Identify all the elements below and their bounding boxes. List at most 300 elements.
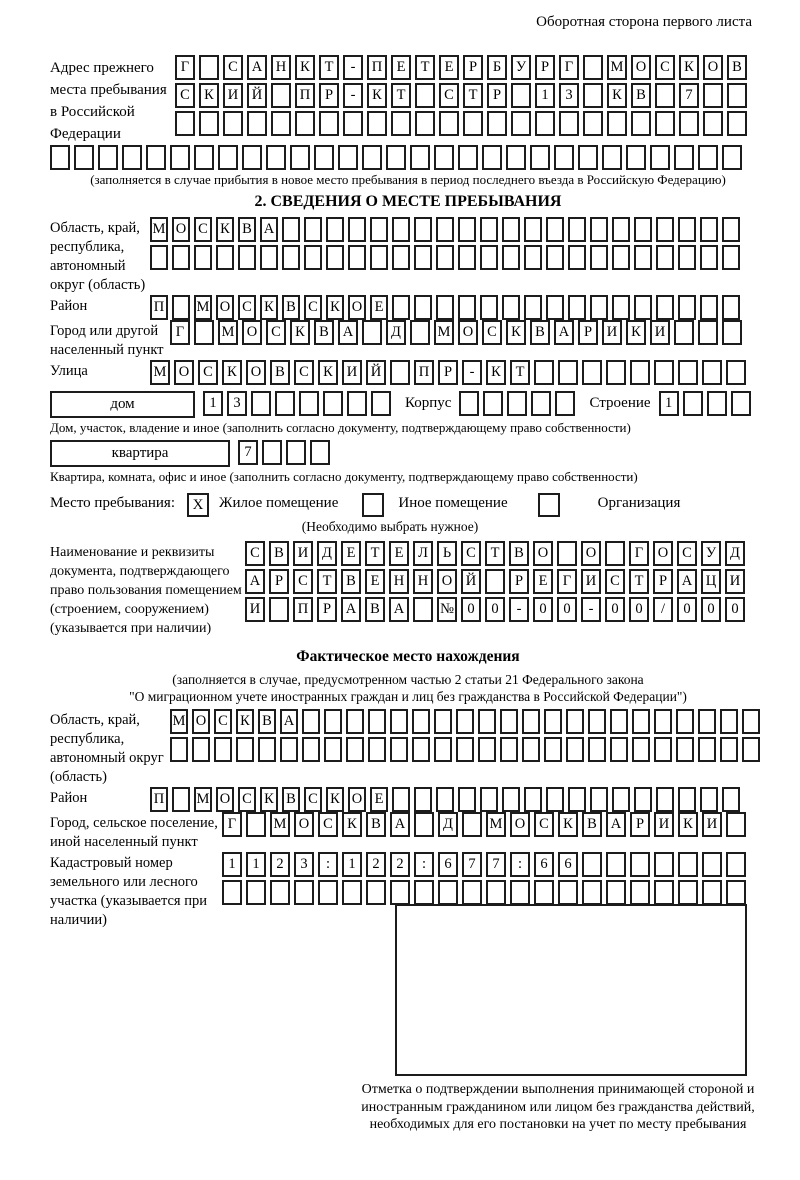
char-cell[interactable]: В bbox=[238, 217, 256, 242]
char-cell[interactable] bbox=[74, 145, 94, 170]
char-cell[interactable]: Д bbox=[725, 541, 745, 566]
char-cell[interactable]: 6 bbox=[534, 852, 554, 877]
char-cell[interactable] bbox=[368, 737, 386, 762]
char-cell[interactable]: А bbox=[677, 569, 697, 594]
char-cell[interactable]: 7 bbox=[486, 852, 506, 877]
char-cell[interactable] bbox=[370, 245, 388, 270]
char-cell[interactable]: 0 bbox=[485, 597, 505, 622]
char-cell[interactable] bbox=[434, 737, 452, 762]
char-cell[interactable]: С bbox=[482, 320, 502, 345]
char-cell[interactable] bbox=[368, 709, 386, 734]
char-cell[interactable]: С bbox=[214, 709, 232, 734]
char-cell[interactable] bbox=[726, 880, 746, 905]
char-cell[interactable] bbox=[458, 295, 476, 320]
char-cell[interactable]: В bbox=[727, 55, 747, 80]
char-cell[interactable] bbox=[458, 245, 476, 270]
char-cell[interactable]: С bbox=[294, 360, 314, 385]
char-cell[interactable]: 0 bbox=[725, 597, 745, 622]
char-cell[interactable] bbox=[414, 245, 432, 270]
char-cell[interactable] bbox=[654, 880, 674, 905]
char-cell[interactable] bbox=[742, 709, 760, 734]
char-cell[interactable]: Е bbox=[370, 787, 388, 812]
char-cell[interactable] bbox=[534, 880, 554, 905]
char-cell[interactable]: Т bbox=[510, 360, 530, 385]
char-cell[interactable] bbox=[170, 737, 188, 762]
char-cell[interactable]: Е bbox=[533, 569, 553, 594]
char-cell[interactable] bbox=[654, 852, 674, 877]
char-cell[interactable] bbox=[324, 737, 342, 762]
char-cell[interactable]: М bbox=[194, 787, 212, 812]
char-cell[interactable]: В bbox=[270, 360, 290, 385]
char-cell[interactable]: А bbox=[280, 709, 298, 734]
char-cell[interactable] bbox=[366, 880, 386, 905]
char-cell[interactable] bbox=[678, 852, 698, 877]
char-cell[interactable] bbox=[568, 295, 586, 320]
char-cell[interactable] bbox=[414, 787, 432, 812]
char-cell[interactable]: 6 bbox=[558, 852, 578, 877]
char-cell[interactable]: 0 bbox=[605, 597, 625, 622]
char-cell[interactable]: Д bbox=[386, 320, 406, 345]
char-cell[interactable] bbox=[463, 111, 483, 136]
char-cell[interactable] bbox=[634, 295, 652, 320]
char-cell[interactable] bbox=[511, 111, 531, 136]
char-cell[interactable]: И bbox=[245, 597, 265, 622]
char-cell[interactable] bbox=[414, 812, 434, 837]
char-cell[interactable] bbox=[458, 217, 476, 242]
char-cell[interactable]: В bbox=[269, 541, 289, 566]
char-cell[interactable]: О bbox=[348, 787, 366, 812]
char-cell[interactable]: О bbox=[458, 320, 478, 345]
char-cell[interactable]: С bbox=[318, 812, 338, 837]
char-cell[interactable] bbox=[568, 245, 586, 270]
char-cell[interactable] bbox=[612, 295, 630, 320]
char-cell[interactable] bbox=[199, 111, 219, 136]
char-cell[interactable] bbox=[726, 852, 746, 877]
char-cell[interactable]: 7 bbox=[679, 83, 699, 108]
char-cell[interactable]: Е bbox=[439, 55, 459, 80]
char-cell[interactable] bbox=[607, 111, 627, 136]
char-cell[interactable]: 0 bbox=[533, 597, 553, 622]
char-cell[interactable]: И bbox=[581, 569, 601, 594]
char-cell[interactable]: С bbox=[293, 569, 313, 594]
char-cell[interactable] bbox=[326, 245, 344, 270]
char-cell[interactable] bbox=[194, 320, 214, 345]
char-cell[interactable]: М bbox=[150, 360, 170, 385]
char-cell[interactable] bbox=[343, 111, 363, 136]
char-cell[interactable] bbox=[700, 245, 718, 270]
char-cell[interactable] bbox=[458, 145, 478, 170]
char-cell[interactable] bbox=[522, 709, 540, 734]
char-cell[interactable] bbox=[534, 360, 554, 385]
char-cell[interactable]: : bbox=[318, 852, 338, 877]
char-cell[interactable] bbox=[262, 440, 282, 465]
char-cell[interactable]: О bbox=[294, 812, 314, 837]
char-cell[interactable] bbox=[656, 787, 674, 812]
char-cell[interactable] bbox=[683, 391, 703, 416]
char-cell[interactable] bbox=[602, 145, 622, 170]
char-cell[interactable]: Г bbox=[629, 541, 649, 566]
char-cell[interactable] bbox=[634, 217, 652, 242]
char-cell[interactable] bbox=[700, 787, 718, 812]
char-cell[interactable]: В bbox=[530, 320, 550, 345]
char-cell[interactable] bbox=[216, 245, 234, 270]
char-cell[interactable]: К bbox=[326, 787, 344, 812]
char-cell[interactable]: У bbox=[511, 55, 531, 80]
char-cell[interactable] bbox=[480, 217, 498, 242]
char-cell[interactable] bbox=[631, 111, 651, 136]
char-cell[interactable] bbox=[348, 217, 366, 242]
char-cell[interactable]: Е bbox=[365, 569, 385, 594]
char-cell[interactable] bbox=[390, 737, 408, 762]
char-cell[interactable] bbox=[269, 597, 289, 622]
char-cell[interactable] bbox=[722, 217, 740, 242]
char-cell[interactable]: В bbox=[631, 83, 651, 108]
char-cell[interactable]: К bbox=[486, 360, 506, 385]
char-cell[interactable]: 1 bbox=[222, 852, 242, 877]
char-cell[interactable] bbox=[554, 145, 574, 170]
char-cell[interactable] bbox=[415, 111, 435, 136]
char-cell[interactable]: О bbox=[216, 295, 234, 320]
char-cell[interactable]: - bbox=[581, 597, 601, 622]
char-cell[interactable] bbox=[650, 145, 670, 170]
char-cell[interactable] bbox=[558, 360, 578, 385]
char-cell[interactable]: Р bbox=[463, 55, 483, 80]
char-cell[interactable]: К bbox=[199, 83, 219, 108]
char-cell[interactable]: 3 bbox=[559, 83, 579, 108]
char-cell[interactable] bbox=[678, 217, 696, 242]
char-cell[interactable]: - bbox=[343, 83, 363, 108]
char-cell[interactable] bbox=[634, 245, 652, 270]
char-cell[interactable]: О bbox=[174, 360, 194, 385]
char-cell[interactable] bbox=[726, 812, 746, 837]
char-cell[interactable]: Н bbox=[271, 55, 291, 80]
char-cell[interactable]: А bbox=[341, 597, 361, 622]
char-cell[interactable] bbox=[323, 391, 343, 416]
char-cell[interactable]: 3 bbox=[294, 852, 314, 877]
char-cell[interactable]: В bbox=[258, 709, 276, 734]
char-cell[interactable] bbox=[236, 737, 254, 762]
char-cell[interactable] bbox=[434, 709, 452, 734]
char-cell[interactable]: В bbox=[365, 597, 385, 622]
char-cell[interactable] bbox=[304, 217, 322, 242]
char-cell[interactable]: А bbox=[245, 569, 265, 594]
char-cell[interactable] bbox=[390, 360, 410, 385]
char-cell[interactable] bbox=[371, 391, 391, 416]
char-cell[interactable]: О bbox=[216, 787, 234, 812]
char-cell[interactable]: О bbox=[242, 320, 262, 345]
char-cell[interactable]: Ц bbox=[701, 569, 721, 594]
char-cell[interactable] bbox=[510, 880, 530, 905]
char-cell[interactable]: Р bbox=[509, 569, 529, 594]
char-cell[interactable]: 2 bbox=[366, 852, 386, 877]
char-cell[interactable]: Р bbox=[535, 55, 555, 80]
char-cell[interactable]: Р bbox=[438, 360, 458, 385]
char-cell[interactable] bbox=[175, 111, 195, 136]
char-cell[interactable] bbox=[194, 145, 214, 170]
char-cell[interactable]: М bbox=[170, 709, 188, 734]
char-cell[interactable] bbox=[439, 111, 459, 136]
char-cell[interactable]: У bbox=[701, 541, 721, 566]
char-cell[interactable] bbox=[634, 787, 652, 812]
char-cell[interactable]: С bbox=[655, 55, 675, 80]
char-cell[interactable] bbox=[392, 245, 410, 270]
char-cell[interactable] bbox=[218, 145, 238, 170]
char-cell[interactable]: П bbox=[295, 83, 315, 108]
char-cell[interactable]: Й bbox=[366, 360, 386, 385]
char-cell[interactable] bbox=[348, 245, 366, 270]
char-cell[interactable] bbox=[314, 145, 334, 170]
char-cell[interactable]: К bbox=[260, 787, 278, 812]
char-cell[interactable]: 1 bbox=[203, 391, 223, 416]
char-cell[interactable] bbox=[194, 245, 212, 270]
char-cell[interactable] bbox=[720, 709, 738, 734]
char-cell[interactable] bbox=[742, 737, 760, 762]
char-cell[interactable]: Г bbox=[557, 569, 577, 594]
char-cell[interactable] bbox=[462, 880, 482, 905]
char-cell[interactable] bbox=[531, 391, 551, 416]
char-cell[interactable]: И bbox=[650, 320, 670, 345]
char-cell[interactable] bbox=[507, 391, 527, 416]
char-cell[interactable]: Т bbox=[463, 83, 483, 108]
char-cell[interactable]: С bbox=[439, 83, 459, 108]
char-cell[interactable] bbox=[511, 83, 531, 108]
char-cell[interactable] bbox=[412, 737, 430, 762]
char-cell[interactable]: П bbox=[150, 295, 168, 320]
char-cell[interactable]: 0 bbox=[677, 597, 697, 622]
char-cell[interactable] bbox=[707, 391, 727, 416]
char-cell[interactable]: К bbox=[216, 217, 234, 242]
char-cell[interactable]: 3 bbox=[227, 391, 247, 416]
char-cell[interactable] bbox=[172, 787, 190, 812]
char-cell[interactable] bbox=[436, 295, 454, 320]
char-cell[interactable] bbox=[582, 880, 602, 905]
checkbox-other-premises[interactable] bbox=[362, 493, 384, 517]
char-cell[interactable] bbox=[251, 391, 271, 416]
char-cell[interactable] bbox=[582, 852, 602, 877]
char-cell[interactable] bbox=[260, 245, 278, 270]
char-cell[interactable] bbox=[367, 111, 387, 136]
char-cell[interactable]: О bbox=[703, 55, 723, 80]
char-cell[interactable]: С bbox=[534, 812, 554, 837]
char-cell[interactable]: И bbox=[602, 320, 622, 345]
char-cell[interactable] bbox=[546, 217, 564, 242]
char-cell[interactable]: К bbox=[607, 83, 627, 108]
char-cell[interactable] bbox=[555, 391, 575, 416]
char-cell[interactable]: О bbox=[631, 55, 651, 80]
char-cell[interactable]: 0 bbox=[701, 597, 721, 622]
char-cell[interactable] bbox=[299, 391, 319, 416]
char-cell[interactable] bbox=[485, 569, 505, 594]
char-cell[interactable]: Д bbox=[317, 541, 337, 566]
char-cell[interactable] bbox=[630, 360, 650, 385]
char-cell[interactable]: Т bbox=[365, 541, 385, 566]
char-cell[interactable] bbox=[238, 245, 256, 270]
char-cell[interactable]: Ь bbox=[437, 541, 457, 566]
char-cell[interactable] bbox=[286, 440, 306, 465]
char-cell[interactable] bbox=[390, 880, 410, 905]
char-cell[interactable] bbox=[678, 787, 696, 812]
char-cell[interactable] bbox=[583, 55, 603, 80]
char-cell[interactable]: В bbox=[282, 787, 300, 812]
char-cell[interactable] bbox=[436, 787, 454, 812]
char-cell[interactable] bbox=[392, 217, 410, 242]
char-cell[interactable]: / bbox=[653, 597, 673, 622]
char-cell[interactable]: В bbox=[314, 320, 334, 345]
char-cell[interactable] bbox=[703, 83, 723, 108]
char-cell[interactable] bbox=[566, 737, 584, 762]
char-cell[interactable] bbox=[459, 391, 479, 416]
char-cell[interactable] bbox=[506, 145, 526, 170]
char-cell[interactable] bbox=[655, 111, 675, 136]
char-cell[interactable] bbox=[568, 787, 586, 812]
char-cell[interactable]: 0 bbox=[629, 597, 649, 622]
char-cell[interactable]: А bbox=[260, 217, 278, 242]
char-cell[interactable] bbox=[271, 111, 291, 136]
char-cell[interactable]: 0 bbox=[557, 597, 577, 622]
char-cell[interactable] bbox=[722, 295, 740, 320]
char-cell[interactable] bbox=[483, 391, 503, 416]
char-cell[interactable] bbox=[478, 709, 496, 734]
char-cell[interactable] bbox=[415, 83, 435, 108]
char-cell[interactable] bbox=[568, 217, 586, 242]
char-cell[interactable] bbox=[500, 709, 518, 734]
char-cell[interactable] bbox=[456, 709, 474, 734]
char-cell[interactable] bbox=[722, 245, 740, 270]
char-cell[interactable]: И bbox=[342, 360, 362, 385]
char-cell[interactable] bbox=[346, 737, 364, 762]
char-cell[interactable]: А bbox=[606, 812, 626, 837]
char-cell[interactable]: С bbox=[677, 541, 697, 566]
char-cell[interactable] bbox=[702, 852, 722, 877]
char-cell[interactable]: М bbox=[218, 320, 238, 345]
char-cell[interactable] bbox=[413, 597, 433, 622]
char-cell[interactable] bbox=[546, 787, 564, 812]
char-cell[interactable] bbox=[214, 737, 232, 762]
char-cell[interactable] bbox=[678, 295, 696, 320]
checkbox-residential[interactable]: X bbox=[187, 493, 209, 517]
char-cell[interactable]: О bbox=[172, 217, 190, 242]
char-cell[interactable] bbox=[50, 145, 70, 170]
char-cell[interactable] bbox=[282, 217, 300, 242]
char-cell[interactable] bbox=[546, 295, 564, 320]
char-cell[interactable] bbox=[295, 111, 315, 136]
char-cell[interactable]: 2 bbox=[390, 852, 410, 877]
char-cell[interactable] bbox=[698, 320, 718, 345]
char-cell[interactable]: Р bbox=[630, 812, 650, 837]
char-cell[interactable] bbox=[222, 880, 242, 905]
char-cell[interactable]: 1 bbox=[659, 391, 679, 416]
char-cell[interactable] bbox=[612, 217, 630, 242]
char-cell[interactable] bbox=[436, 245, 454, 270]
char-cell[interactable] bbox=[524, 295, 542, 320]
char-cell[interactable] bbox=[632, 709, 650, 734]
char-cell[interactable] bbox=[524, 245, 542, 270]
char-cell[interactable] bbox=[626, 145, 646, 170]
char-cell[interactable] bbox=[583, 83, 603, 108]
char-cell[interactable]: И bbox=[702, 812, 722, 837]
char-cell[interactable]: Н bbox=[389, 569, 409, 594]
char-cell[interactable]: С bbox=[238, 295, 256, 320]
char-cell[interactable] bbox=[605, 541, 625, 566]
char-cell[interactable] bbox=[172, 245, 190, 270]
char-cell[interactable] bbox=[700, 217, 718, 242]
char-cell[interactable]: Р bbox=[653, 569, 673, 594]
char-cell[interactable] bbox=[557, 541, 577, 566]
char-cell[interactable] bbox=[370, 217, 388, 242]
char-cell[interactable] bbox=[310, 440, 330, 465]
char-cell[interactable] bbox=[606, 880, 626, 905]
char-cell[interactable]: : bbox=[510, 852, 530, 877]
char-cell[interactable]: С bbox=[266, 320, 286, 345]
char-cell[interactable] bbox=[342, 880, 362, 905]
char-cell[interactable] bbox=[630, 880, 650, 905]
char-cell[interactable] bbox=[480, 295, 498, 320]
char-cell[interactable] bbox=[436, 217, 454, 242]
char-cell[interactable]: К bbox=[260, 295, 278, 320]
char-cell[interactable] bbox=[698, 737, 716, 762]
char-cell[interactable] bbox=[414, 217, 432, 242]
char-cell[interactable]: М bbox=[194, 295, 212, 320]
char-cell[interactable]: О bbox=[581, 541, 601, 566]
char-cell[interactable] bbox=[456, 737, 474, 762]
char-cell[interactable] bbox=[482, 145, 502, 170]
char-cell[interactable]: О bbox=[510, 812, 530, 837]
char-cell[interactable] bbox=[412, 709, 430, 734]
char-cell[interactable]: С bbox=[304, 787, 322, 812]
char-cell[interactable] bbox=[199, 55, 219, 80]
char-cell[interactable] bbox=[324, 709, 342, 734]
char-cell[interactable]: Т bbox=[317, 569, 337, 594]
char-cell[interactable] bbox=[414, 880, 434, 905]
char-cell[interactable]: А bbox=[338, 320, 358, 345]
char-cell[interactable] bbox=[700, 295, 718, 320]
char-cell[interactable]: А bbox=[554, 320, 574, 345]
char-cell[interactable] bbox=[502, 245, 520, 270]
char-cell[interactable]: М bbox=[150, 217, 168, 242]
char-cell[interactable] bbox=[242, 145, 262, 170]
char-cell[interactable]: И bbox=[654, 812, 674, 837]
char-cell[interactable]: Г bbox=[170, 320, 190, 345]
char-cell[interactable] bbox=[606, 360, 626, 385]
char-cell[interactable]: О bbox=[653, 541, 673, 566]
char-cell[interactable] bbox=[610, 737, 628, 762]
char-cell[interactable] bbox=[632, 737, 650, 762]
char-cell[interactable]: Й bbox=[247, 83, 267, 108]
char-cell[interactable]: С bbox=[238, 787, 256, 812]
char-cell[interactable] bbox=[524, 787, 542, 812]
char-cell[interactable] bbox=[480, 787, 498, 812]
char-cell[interactable]: - bbox=[462, 360, 482, 385]
char-cell[interactable] bbox=[726, 360, 746, 385]
char-cell[interactable]: 1 bbox=[342, 852, 362, 877]
char-cell[interactable]: - bbox=[509, 597, 529, 622]
char-cell[interactable] bbox=[346, 709, 364, 734]
char-cell[interactable]: Т bbox=[485, 541, 505, 566]
char-cell[interactable]: П bbox=[367, 55, 387, 80]
char-cell[interactable]: К bbox=[678, 812, 698, 837]
char-cell[interactable]: К bbox=[367, 83, 387, 108]
char-cell[interactable]: 2 bbox=[270, 852, 290, 877]
char-cell[interactable] bbox=[266, 145, 286, 170]
char-cell[interactable] bbox=[478, 737, 496, 762]
char-cell[interactable] bbox=[698, 145, 718, 170]
char-cell[interactable] bbox=[654, 737, 672, 762]
char-cell[interactable]: О bbox=[437, 569, 457, 594]
char-cell[interactable]: Л bbox=[413, 541, 433, 566]
char-cell[interactable] bbox=[434, 145, 454, 170]
char-cell[interactable] bbox=[275, 391, 295, 416]
char-cell[interactable]: О bbox=[246, 360, 266, 385]
